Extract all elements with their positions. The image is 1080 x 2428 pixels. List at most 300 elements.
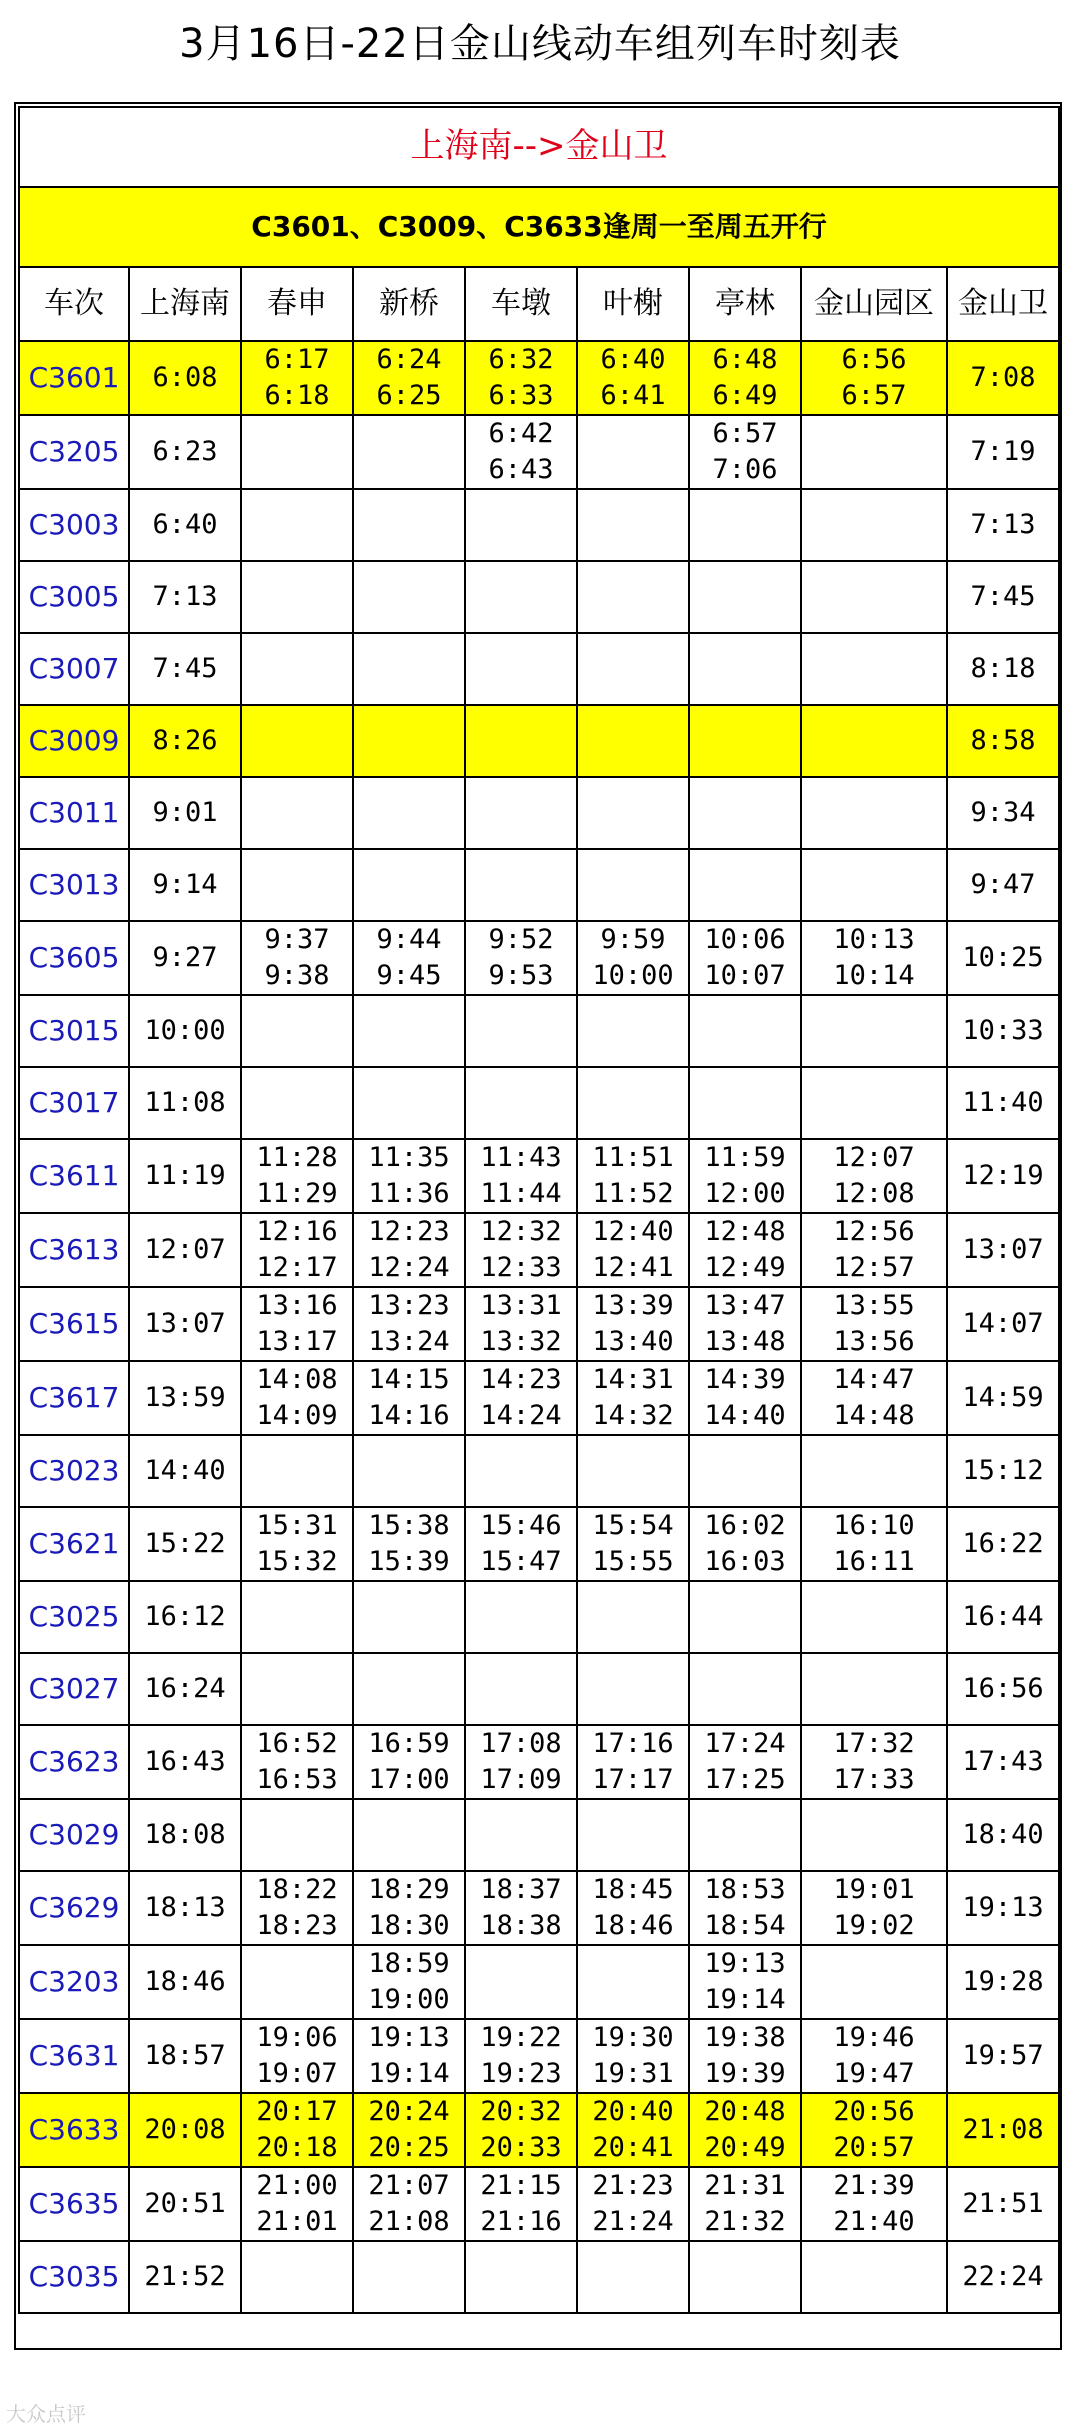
- time-cell: [689, 1139, 801, 1213]
- train-number: C3611: [19, 1139, 129, 1213]
- time-cell: 16:44: [947, 1581, 1059, 1653]
- departure-time: 21:16: [480, 2206, 562, 2237]
- departure-time: 19:31: [592, 2058, 674, 2089]
- time-cell: 16:56: [947, 1653, 1059, 1725]
- time-cell: 11:08: [129, 1067, 241, 1139]
- departure-time: 17:09: [480, 1764, 562, 1795]
- arrival-time: 14:08: [256, 1364, 338, 1395]
- time-cell: [801, 921, 947, 995]
- time-cell: [465, 415, 577, 489]
- time-cell: [241, 777, 353, 849]
- table-row: [19, 1653, 1059, 1725]
- time-cell: [577, 1871, 689, 1945]
- train-number: C3621: [19, 1507, 129, 1581]
- time-cell: 12:07: [129, 1213, 241, 1287]
- time-cell: [801, 1725, 947, 1799]
- time-cell: [689, 489, 801, 561]
- time-cell: [577, 1139, 689, 1213]
- departure-time: 18:46: [592, 1910, 674, 1941]
- time-cell: [241, 489, 353, 561]
- arrival-time: 15:46: [480, 1510, 562, 1541]
- departure-time: 18:54: [704, 1910, 786, 1941]
- departure-time: 18:38: [480, 1910, 562, 1941]
- departure-time: 20:25: [368, 2132, 450, 2163]
- time-cell: [353, 1287, 465, 1361]
- arrival-time: 19:13: [704, 1948, 786, 1979]
- departure-time: 6:18: [264, 380, 330, 411]
- departure-time: 21:32: [704, 2206, 786, 2237]
- departure-time: 21:01: [256, 2206, 338, 2237]
- time-cell: [689, 633, 801, 705]
- arrival-time: 6:56: [841, 344, 907, 375]
- time-cell: [353, 1799, 465, 1871]
- time-cell: [801, 1871, 947, 1945]
- time-cell: 15:22: [129, 1507, 241, 1581]
- departure-time: 19:14: [704, 1984, 786, 2015]
- time-cell: [689, 1361, 801, 1435]
- train-number: C3617: [19, 1361, 129, 1435]
- time-cell: 12:19: [947, 1139, 1059, 1213]
- time-cell: 20:51: [129, 2167, 241, 2241]
- time-cell: 13:07: [947, 1213, 1059, 1287]
- time-cell: [801, 489, 947, 561]
- time-cell: [577, 633, 689, 705]
- time-cell: 9:14: [129, 849, 241, 921]
- time-cell: [577, 1213, 689, 1287]
- train-number: C3007: [19, 633, 129, 705]
- time-cell: 6:08: [129, 341, 241, 415]
- time-cell: 7:19: [947, 415, 1059, 489]
- departure-time: 10:00: [592, 960, 674, 991]
- time-cell: [689, 1725, 801, 1799]
- train-number: C3035: [19, 2241, 129, 2313]
- time-cell: [577, 561, 689, 633]
- departure-time: 15:39: [368, 1546, 450, 1577]
- time-cell: [241, 1725, 353, 1799]
- time-cell: [577, 489, 689, 561]
- time-cell: [353, 341, 465, 415]
- time-cell: 10:33: [947, 995, 1059, 1067]
- table-row: [19, 1361, 1059, 1435]
- departure-time: 21:08: [368, 2206, 450, 2237]
- time-cell: [689, 1945, 801, 2019]
- time-cell: 7:13: [947, 489, 1059, 561]
- time-cell: [689, 705, 801, 777]
- arrival-time: 13:39: [592, 1290, 674, 1321]
- arrival-time: 12:32: [480, 1216, 562, 1247]
- train-number: C3015: [19, 995, 129, 1067]
- departure-time: 20:57: [833, 2132, 915, 2163]
- arrival-time: 19:38: [704, 2022, 786, 2053]
- time-cell: [241, 995, 353, 1067]
- arrival-time: 19:22: [480, 2022, 562, 2053]
- time-cell: 6:40: [129, 489, 241, 561]
- time-cell: 10:00: [129, 995, 241, 1067]
- time-cell: [801, 2241, 947, 2313]
- time-cell: [689, 1653, 801, 1725]
- table-row: [19, 1581, 1059, 1653]
- column-header: 金山园区: [801, 267, 947, 341]
- departure-time: 9:53: [488, 960, 554, 991]
- table-row: [19, 2167, 1059, 2241]
- time-cell: [801, 2167, 947, 2241]
- time-cell: 13:07: [129, 1287, 241, 1361]
- departure-time: 6:25: [376, 380, 442, 411]
- time-cell: [801, 1653, 947, 1725]
- time-cell: [465, 705, 577, 777]
- time-cell: 11:40: [947, 1067, 1059, 1139]
- time-cell: 14:40: [129, 1435, 241, 1507]
- time-cell: [465, 1507, 577, 1581]
- arrival-time: 17:24: [704, 1728, 786, 1759]
- time-cell: [353, 1213, 465, 1287]
- time-cell: 18:08: [129, 1799, 241, 1871]
- time-cell: [689, 849, 801, 921]
- time-cell: [689, 1581, 801, 1653]
- table-row: [19, 1287, 1059, 1361]
- table-row: [19, 1067, 1059, 1139]
- arrival-time: 21:07: [368, 2170, 450, 2201]
- time-cell: [465, 1799, 577, 1871]
- time-cell: [577, 1361, 689, 1435]
- arrival-time: 12:48: [704, 1216, 786, 1247]
- departure-time: 12:08: [833, 1178, 915, 1209]
- arrival-time: 11:28: [256, 1142, 338, 1173]
- column-header: 新桥: [353, 267, 465, 341]
- time-cell: [353, 1581, 465, 1653]
- time-cell: [577, 995, 689, 1067]
- departure-time: 15:32: [256, 1546, 338, 1577]
- time-cell: [241, 1067, 353, 1139]
- departure-time: 11:29: [256, 1178, 338, 1209]
- time-cell: [353, 1945, 465, 2019]
- train-number: C3013: [19, 849, 129, 921]
- arrival-time: 18:29: [368, 1874, 450, 1905]
- time-cell: [801, 1213, 947, 1287]
- arrival-time: 12:16: [256, 1216, 338, 1247]
- time-cell: [801, 1507, 947, 1581]
- route-header: [19, 107, 1059, 187]
- train-number: C3633: [19, 2093, 129, 2167]
- time-cell: 16:24: [129, 1653, 241, 1725]
- departure-time: 13:17: [256, 1326, 338, 1357]
- time-cell: [465, 633, 577, 705]
- train-number: C3003: [19, 489, 129, 561]
- time-cell: [353, 633, 465, 705]
- departure-time: 16:03: [704, 1546, 786, 1577]
- departure-time: 16:11: [833, 1546, 915, 1577]
- departure-time: 19:47: [833, 2058, 915, 2089]
- departure-time: 14:32: [592, 1400, 674, 1431]
- time-cell: [689, 1067, 801, 1139]
- column-header: 车墩: [465, 267, 577, 341]
- table-row: [19, 633, 1059, 705]
- departure-time: 19:02: [833, 1910, 915, 1941]
- time-cell: [465, 1581, 577, 1653]
- time-cell: [465, 777, 577, 849]
- time-cell: [689, 561, 801, 633]
- departure-time: 11:36: [368, 1178, 450, 1209]
- time-cell: [353, 1653, 465, 1725]
- time-cell: 17:43: [947, 1725, 1059, 1799]
- time-cell: [689, 2019, 801, 2093]
- departure-time: 6:57: [841, 380, 907, 411]
- arrival-time: 20:17: [256, 2096, 338, 2127]
- time-cell: [241, 415, 353, 489]
- time-cell: [465, 1067, 577, 1139]
- arrival-time: 6:32: [488, 344, 554, 375]
- time-cell: [689, 2241, 801, 2313]
- time-cell: [241, 561, 353, 633]
- time-cell: [241, 2093, 353, 2167]
- watermark: 大众点评: [6, 2402, 86, 2426]
- time-cell: [465, 2093, 577, 2167]
- time-cell: [801, 633, 947, 705]
- table-row: [19, 2241, 1059, 2313]
- arrival-time: 16:02: [704, 1510, 786, 1541]
- time-cell: [689, 341, 801, 415]
- departure-time: 12:41: [592, 1252, 674, 1283]
- time-cell: [577, 1067, 689, 1139]
- arrival-time: 17:32: [833, 1728, 915, 1759]
- departure-time: 17:17: [592, 1764, 674, 1795]
- table-row: [19, 777, 1059, 849]
- departure-time: 6:49: [712, 380, 778, 411]
- time-cell: [801, 849, 947, 921]
- time-cell: 11:19: [129, 1139, 241, 1213]
- table-row: [19, 1871, 1059, 1945]
- time-cell: [801, 341, 947, 415]
- time-cell: [465, 2241, 577, 2313]
- train-number: C3635: [19, 2167, 129, 2241]
- departure-time: 20:49: [704, 2132, 786, 2163]
- time-cell: [241, 2019, 353, 2093]
- time-cell: [353, 921, 465, 995]
- time-cell: [577, 1653, 689, 1725]
- arrival-time: 19:06: [256, 2022, 338, 2053]
- route-label: 上海南-->金山卫: [410, 125, 668, 166]
- departure-time: 18:23: [256, 1910, 338, 1941]
- departure-time: 14:40: [704, 1400, 786, 1431]
- departure-time: 18:30: [368, 1910, 450, 1941]
- departure-time: 14:09: [256, 1400, 338, 1431]
- arrival-time: 18:37: [480, 1874, 562, 1905]
- time-cell: [241, 1945, 353, 2019]
- time-cell: [241, 633, 353, 705]
- arrival-time: 20:48: [704, 2096, 786, 2127]
- time-cell: [689, 415, 801, 489]
- departure-time: 14:48: [833, 1400, 915, 1431]
- arrival-time: 16:59: [368, 1728, 450, 1759]
- column-header: 叶榭: [577, 267, 689, 341]
- time-cell: [353, 1725, 465, 1799]
- time-cell: [353, 1067, 465, 1139]
- arrival-time: 20:24: [368, 2096, 450, 2127]
- time-cell: [241, 1287, 353, 1361]
- arrival-time: 13:47: [704, 1290, 786, 1321]
- time-cell: [689, 921, 801, 995]
- arrival-time: 20:40: [592, 2096, 674, 2127]
- time-cell: [465, 1653, 577, 1725]
- arrival-time: 13:23: [368, 1290, 450, 1321]
- time-cell: [353, 1361, 465, 1435]
- time-cell: [465, 2167, 577, 2241]
- arrival-time: 14:39: [704, 1364, 786, 1395]
- timetable: [18, 106, 1060, 2314]
- departure-time: 7:06: [712, 454, 778, 485]
- departure-time: 12:00: [704, 1178, 786, 1209]
- column-header-row: [19, 267, 1059, 341]
- time-cell: 16:22: [947, 1507, 1059, 1581]
- time-cell: [801, 1799, 947, 1871]
- arrival-time: 19:46: [833, 2022, 915, 2053]
- time-cell: [241, 921, 353, 995]
- time-cell: 8:18: [947, 633, 1059, 705]
- arrival-time: 15:38: [368, 1510, 450, 1541]
- table-row: [19, 2019, 1059, 2093]
- arrival-time: 10:13: [833, 924, 915, 955]
- time-cell: [353, 849, 465, 921]
- time-cell: 18:40: [947, 1799, 1059, 1871]
- time-cell: 19:13: [947, 1871, 1059, 1945]
- arrival-time: 18:22: [256, 1874, 338, 1905]
- time-cell: [689, 777, 801, 849]
- table-row: [19, 2093, 1059, 2167]
- arrival-time: 15:54: [592, 1510, 674, 1541]
- time-cell: [801, 995, 947, 1067]
- arrival-time: 21:00: [256, 2170, 338, 2201]
- departure-time: 17:33: [833, 1764, 915, 1795]
- time-cell: 9:27: [129, 921, 241, 995]
- departure-time: 13:40: [592, 1326, 674, 1357]
- time-cell: 6:23: [129, 415, 241, 489]
- time-cell: 16:12: [129, 1581, 241, 1653]
- time-cell: [465, 1139, 577, 1213]
- departure-time: 10:14: [833, 960, 915, 991]
- column-header: 金山卫: [947, 267, 1059, 341]
- time-cell: 10:25: [947, 921, 1059, 995]
- time-cell: [577, 1725, 689, 1799]
- time-cell: [465, 489, 577, 561]
- arrival-time: 12:56: [833, 1216, 915, 1247]
- time-cell: [689, 1287, 801, 1361]
- train-number: C3029: [19, 1799, 129, 1871]
- departure-time: 19:07: [256, 2058, 338, 2089]
- table-row: [19, 415, 1059, 489]
- time-cell: [465, 995, 577, 1067]
- arrival-time: 6:57: [712, 418, 778, 449]
- departure-time: 11:52: [592, 1178, 674, 1209]
- arrival-time: 15:31: [256, 1510, 338, 1541]
- arrival-time: 14:23: [480, 1364, 562, 1395]
- arrival-time: 6:48: [712, 344, 778, 375]
- arrival-time: 19:01: [833, 1874, 915, 1905]
- departure-time: 13:48: [704, 1326, 786, 1357]
- time-cell: [465, 1435, 577, 1507]
- time-cell: [801, 2019, 947, 2093]
- time-cell: 9:01: [129, 777, 241, 849]
- time-cell: [353, 2241, 465, 2313]
- time-cell: 7:08: [947, 341, 1059, 415]
- time-cell: [241, 1799, 353, 1871]
- arrival-time: 12:40: [592, 1216, 674, 1247]
- departure-time: 10:07: [704, 960, 786, 991]
- arrival-time: 6:17: [264, 344, 330, 375]
- arrival-time: 12:23: [368, 1216, 450, 1247]
- time-cell: [353, 1435, 465, 1507]
- time-cell: 18:57: [129, 2019, 241, 2093]
- time-cell: [241, 1581, 353, 1653]
- arrival-time: 6:42: [488, 418, 554, 449]
- time-cell: [577, 1287, 689, 1361]
- arrival-time: 14:47: [833, 1364, 915, 1395]
- time-cell: [241, 2241, 353, 2313]
- train-number: C3615: [19, 1287, 129, 1361]
- train-number: C3605: [19, 921, 129, 995]
- train-number: C3025: [19, 1581, 129, 1653]
- time-cell: 15:12: [947, 1435, 1059, 1507]
- arrival-time: 20:32: [480, 2096, 562, 2127]
- arrival-time: 11:35: [368, 1142, 450, 1173]
- time-cell: [241, 1139, 353, 1213]
- time-cell: [801, 705, 947, 777]
- time-cell: 19:28: [947, 1945, 1059, 2019]
- time-cell: [353, 2019, 465, 2093]
- time-cell: 7:13: [129, 561, 241, 633]
- departure-time: 17:00: [368, 1764, 450, 1795]
- time-cell: [465, 1213, 577, 1287]
- arrival-time: 9:37: [264, 924, 330, 955]
- departure-time: 6:43: [488, 454, 554, 485]
- time-cell: 8:58: [947, 705, 1059, 777]
- time-cell: [801, 415, 947, 489]
- time-cell: [689, 995, 801, 1067]
- time-cell: [577, 1799, 689, 1871]
- time-cell: [577, 1581, 689, 1653]
- arrival-time: 17:08: [480, 1728, 562, 1759]
- time-cell: [241, 849, 353, 921]
- time-cell: [577, 415, 689, 489]
- train-number: C3631: [19, 2019, 129, 2093]
- arrival-time: 14:31: [592, 1364, 674, 1395]
- table-row: [19, 1507, 1059, 1581]
- departure-time: 15:55: [592, 1546, 674, 1577]
- train-number: C3005: [19, 561, 129, 633]
- arrival-time: 10:06: [704, 924, 786, 955]
- time-cell: [689, 2167, 801, 2241]
- departure-time: 12:24: [368, 1252, 450, 1283]
- time-cell: [353, 415, 465, 489]
- time-cell: [465, 921, 577, 995]
- departure-time: 21:24: [592, 2206, 674, 2237]
- time-cell: 9:34: [947, 777, 1059, 849]
- arrival-time: 14:15: [368, 1364, 450, 1395]
- time-cell: [801, 2093, 947, 2167]
- time-cell: [577, 1435, 689, 1507]
- time-cell: [353, 2093, 465, 2167]
- table-row: [19, 1799, 1059, 1871]
- time-cell: 18:46: [129, 1945, 241, 2019]
- departure-time: 6:41: [600, 380, 666, 411]
- arrival-time: 17:16: [592, 1728, 674, 1759]
- time-cell: [465, 2019, 577, 2093]
- time-cell: [353, 705, 465, 777]
- time-cell: 14:59: [947, 1361, 1059, 1435]
- departure-time: 13:56: [833, 1326, 915, 1357]
- time-cell: [353, 1507, 465, 1581]
- time-cell: [801, 1139, 947, 1213]
- time-cell: 16:43: [129, 1725, 241, 1799]
